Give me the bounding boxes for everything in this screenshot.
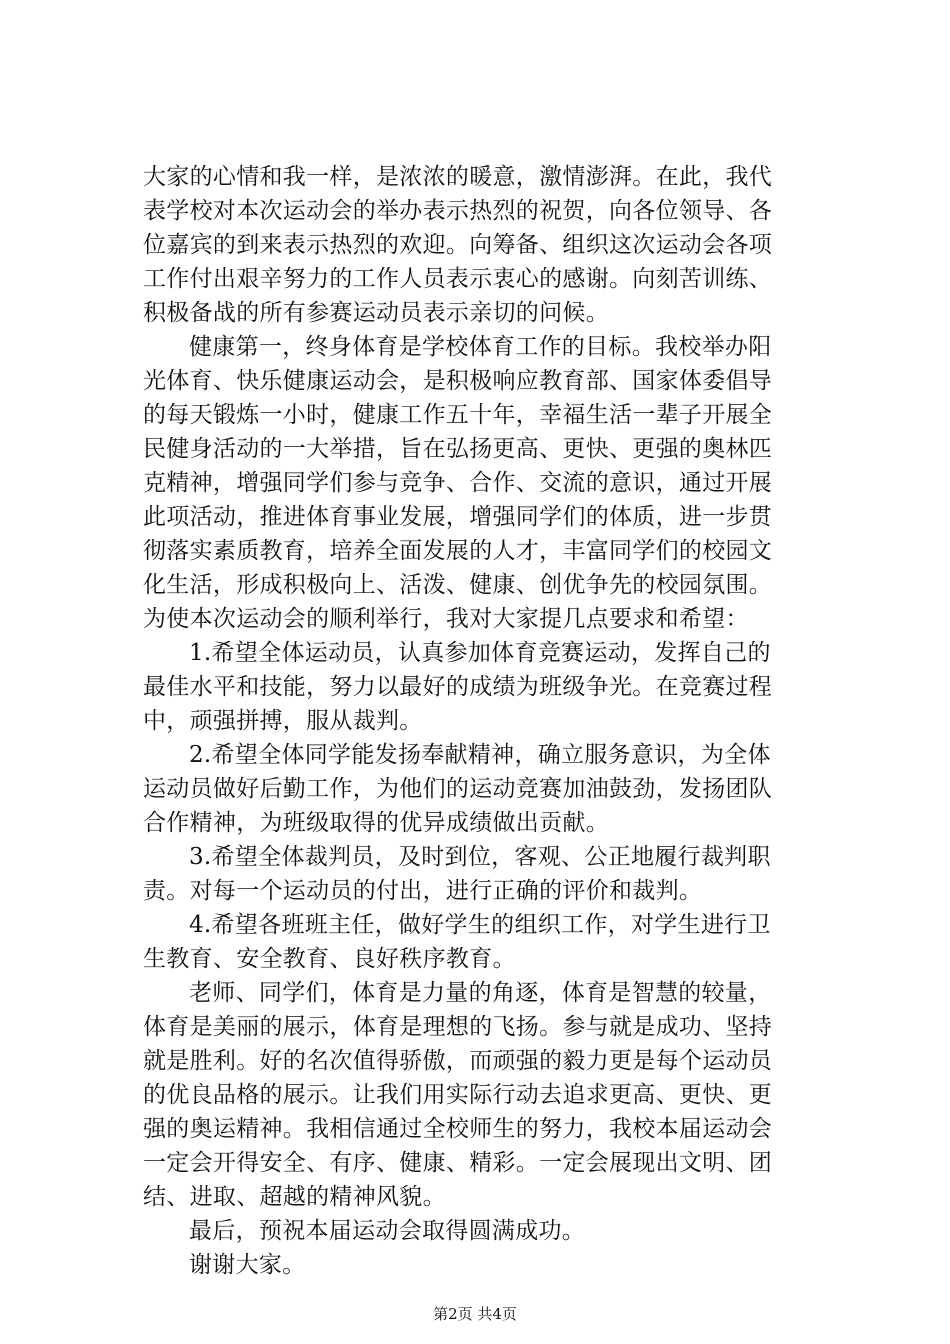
text-line: 此项活动，推进体育事业发展，增强同学们的体质，进一步贯 [143,504,773,530]
text-line: 最佳水平和技能，努力以最好的成绩为班级争光。在竞赛过程 [143,674,773,700]
text-line: 民健身活动的一大举措，旨在弘扬更高、更快、更强的奥林匹 [143,436,773,462]
list-item-first-line: 3.希望全体裁判员，及时到位，客观、公正地履行裁判职 [189,844,771,870]
text-line: 的优良品格的展示。让我们用实际行动去追求更高、更快、更 [143,1082,773,1108]
text-line: 合作精神，为班级取得的优异成绩做出贡献。 [143,810,609,836]
text-line: 位嘉宾的到来表示热烈的欢迎。向筹备、组织这次运动会各项 [143,232,773,258]
text-line: 克精神，增强同学们参与竞争、合作、交流的意识，通过开展 [143,470,773,496]
text-line: 一定会开得安全、有序、健康、精彩。一定会展现出文明、团 [143,1150,773,1176]
text-line: 工作付出艰辛努力的工作人员表示衷心的感谢。向刻苦训练、 [143,266,773,292]
list-item-first-line: 4.希望各班班主任，做好学生的组织工作，对学生进行卫 [189,912,771,938]
page-footer: 第2页 共4页 [433,1305,517,1323]
paragraph-first-line: 健康第一，终身体育是学校体育工作的目标。我校举办阳 [189,334,772,360]
text-line: 积极备战的所有参赛运动员表示亲切的问候。 [143,300,609,326]
text-line: 大家的心情和我一样，是浓浓的暖意，激情澎湃。在此，我代 [143,164,773,190]
paragraph-first-line: 老师、同学们，体育是力量的角逐，体育是智慧的较量， [189,980,772,1006]
text-line: 结、进取、超越的精神风貌。 [143,1184,446,1210]
text-line: 运动员做好后勤工作，为他们的运动竞赛加油鼓劲，发扬团队 [143,776,773,802]
text-line: 化生活，形成积极向上、活泼、健康、创优争先的校园氛围。 [143,572,773,598]
text-line: 责。对每一个运动员的付出，进行正确的评价和裁判。 [143,878,703,904]
text-line: 强的奥运精神。我相信通过全校师生的努力，我校本届运动会 [143,1116,773,1142]
text-line: 的每天锻炼一小时，健康工作五十年，幸福生活一辈子开展全 [143,402,773,428]
text-line: 为使本次运动会的顺利举行，我对大家提几点要求和希望： [143,606,749,632]
paragraph-first-line: 谢谢大家。 [189,1252,306,1278]
text-line: 中，顽强拼搏，服从裁判。 [143,708,423,734]
list-item-first-line: 2.希望全体同学能发扬奉献精神，确立服务意识，为全体 [189,742,771,768]
text-line: 表学校对本次运动会的举办表示热烈的祝贺，向各位领导、各 [143,198,773,224]
text-line: 就是胜利。好的名次值得骄傲，而顽强的毅力更是每个运动员 [143,1048,773,1074]
text-line: 体育是美丽的展示，体育是理想的飞扬。参与就是成功、坚持 [143,1014,773,1040]
list-item-first-line: 1.希望全体运动员，认真参加体育竞赛运动，发挥自己的 [189,640,771,666]
paragraph-first-line: 最后，预祝本届运动会取得圆满成功。 [189,1218,586,1244]
text-line: 生教育、安全教育、良好秩序教育。 [143,946,516,972]
text-line: 光体育、快乐健康运动会，是积极响应教育部、国家体委倡导 [143,368,773,394]
text-line: 彻落实素质教育，培养全面发展的人才，丰富同学们的校园文 [143,538,773,564]
